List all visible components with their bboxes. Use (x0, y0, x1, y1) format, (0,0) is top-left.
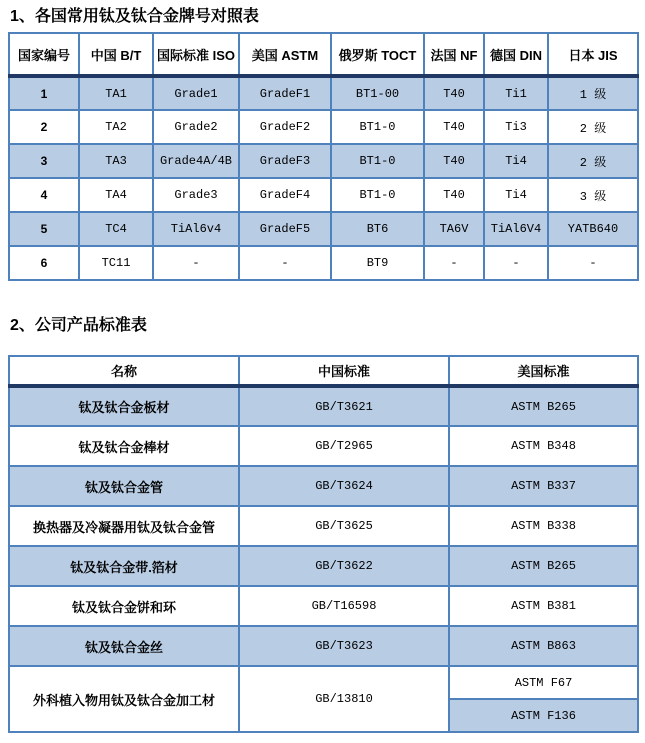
grade-table-cell: GradeF2 (239, 110, 331, 144)
grade-table-header-cell: 日本 JIS (548, 33, 638, 76)
standards-table-row (9, 506, 638, 546)
usa-standard-cell: ASTM B265 (449, 546, 638, 586)
grade-table-cell: 2 级 (548, 144, 638, 178)
usa-standard-cell: ASTM F67 (449, 666, 638, 699)
grade-table-cell: TiAl6v4 (153, 212, 239, 246)
china-standard-cell: GB/T2965 (239, 426, 449, 466)
grade-table-cell: BT9 (331, 246, 424, 280)
grade-table-cell: 2 (9, 110, 79, 144)
standards-table-row (9, 666, 638, 699)
grade-table-cell: Grade4A/4B (153, 144, 239, 178)
grade-comparison-table (8, 32, 639, 281)
product-name-cell: 换热器及冷凝器用钛及钛合金管 (9, 506, 239, 546)
grade-table-cell: T40 (424, 178, 484, 212)
grade-table-cell: - (239, 246, 331, 280)
product-standards-table (8, 355, 639, 733)
standards-table-row (9, 386, 638, 426)
grade-table-cell: Ti1 (484, 76, 548, 110)
product-name-cell: 外科植入物用钛及钛合金加工材 (9, 666, 239, 732)
grade-table-cell: 6 (9, 246, 79, 280)
grade-table-header-cell: 俄罗斯 TOCT (331, 33, 424, 76)
product-name-cell: 钛及钛合金棒材 (9, 426, 239, 466)
grade-table-cell: 1 级 (548, 76, 638, 110)
grade-table-row (9, 246, 638, 280)
grade-table-body (9, 76, 638, 280)
standards-table-row (9, 466, 638, 506)
grade-table-cell: 3 (9, 144, 79, 178)
standards-table-header-row (9, 356, 638, 386)
china-standard-cell: GB/T16598 (239, 586, 449, 626)
product-name-cell: 钛及钛合金板材 (9, 386, 239, 426)
grade-table-cell: 3 级 (548, 178, 638, 212)
section1-title: 1、各国常用钛及钛合金牌号对照表 (10, 8, 259, 25)
grade-table-cell: BT1-0 (331, 110, 424, 144)
grade-table-header-cell: 中国 B/T (79, 33, 153, 76)
grade-table-cell: Grade3 (153, 178, 239, 212)
grade-table-cell: Grade1 (153, 76, 239, 110)
grade-table-cell: GradeF5 (239, 212, 331, 246)
product-name-cell: 钛及钛合金饼和环 (9, 586, 239, 626)
grade-table-cell: BT1-0 (331, 178, 424, 212)
grade-table-cell: TA6V (424, 212, 484, 246)
grade-table-cell: - (484, 246, 548, 280)
grade-table-header-cell: 德国 DIN (484, 33, 548, 76)
grade-table-cell: T40 (424, 110, 484, 144)
usa-standard-cell: ASTM B381 (449, 586, 638, 626)
usa-standard-cell: ASTM B265 (449, 386, 638, 426)
standards-table-header-cell: 中国标准 (239, 356, 449, 386)
grade-table-row (9, 212, 638, 246)
china-standard-cell: GB/13810 (239, 666, 449, 732)
china-standard-cell: GB/T3625 (239, 506, 449, 546)
usa-standard-cell: ASTM B338 (449, 506, 638, 546)
usa-standard-cell: ASTM F136 (449, 699, 638, 732)
grade-table-cell: BT6 (331, 212, 424, 246)
china-standard-cell: GB/T3622 (239, 546, 449, 586)
product-name-cell: 钛及钛合金管 (9, 466, 239, 506)
china-standard-cell: GB/T3623 (239, 626, 449, 666)
grade-table-cell: TA1 (79, 76, 153, 110)
grade-table-cell: YATB640 (548, 212, 638, 246)
grade-table-cell: GradeF1 (239, 76, 331, 110)
grade-table-cell: TC11 (79, 246, 153, 280)
grade-table-cell: 4 (9, 178, 79, 212)
grade-table-cell: 5 (9, 212, 79, 246)
grade-table-cell: - (153, 246, 239, 280)
china-standard-cell: GB/T3621 (239, 386, 449, 426)
grade-table-cell: TA4 (79, 178, 153, 212)
grade-table-cell: T40 (424, 76, 484, 110)
grade-table-row (9, 76, 638, 110)
grade-table-cell: Ti4 (484, 144, 548, 178)
grade-table-cell: - (424, 246, 484, 280)
standards-table-body (9, 386, 638, 732)
grade-table-cell: - (548, 246, 638, 280)
grade-table-cell: 1 (9, 76, 79, 110)
grade-table-header-cell: 美国 ASTM (239, 33, 331, 76)
grade-table-header-cell: 国际标准 ISO (153, 33, 239, 76)
grade-table-cell: Ti4 (484, 178, 548, 212)
grade-table-cell: TiAl6V4 (484, 212, 548, 246)
standards-table-row (9, 586, 638, 626)
standards-table-header-cell: 名称 (9, 356, 239, 386)
grade-table-cell: GradeF4 (239, 178, 331, 212)
china-standard-cell: GB/T3624 (239, 466, 449, 506)
grade-table-cell: BT1-00 (331, 76, 424, 110)
standards-table-row (9, 426, 638, 466)
grade-table-header-cell: 法国 NF (424, 33, 484, 76)
grade-table-cell: TC4 (79, 212, 153, 246)
grade-table-cell: Grade2 (153, 110, 239, 144)
grade-table-row (9, 178, 638, 212)
usa-standard-cell: ASTM B337 (449, 466, 638, 506)
grade-table-cell: TA3 (79, 144, 153, 178)
grade-table-cell: Ti3 (484, 110, 548, 144)
grade-table-header-row (9, 33, 638, 76)
grade-table-cell: 2 级 (548, 110, 638, 144)
standards-table-row (9, 546, 638, 586)
grade-table-header-cell: 国家编号 (9, 33, 79, 76)
grade-table-cell: TA2 (79, 110, 153, 144)
grade-table-row (9, 110, 638, 144)
usa-standard-cell: ASTM B863 (449, 626, 638, 666)
product-name-cell: 钛及钛合金带.箔材 (9, 546, 239, 586)
grade-table-cell: BT1-0 (331, 144, 424, 178)
section2-title: 2、公司产品标准表 (10, 317, 147, 334)
usa-standard-cell: ASTM B348 (449, 426, 638, 466)
standards-table-row (9, 626, 638, 666)
product-name-cell: 钛及钛合金丝 (9, 626, 239, 666)
standards-table-header-cell: 美国标准 (449, 356, 638, 386)
grade-table-cell: GradeF3 (239, 144, 331, 178)
grade-table-row (9, 144, 638, 178)
grade-table-cell: T40 (424, 144, 484, 178)
